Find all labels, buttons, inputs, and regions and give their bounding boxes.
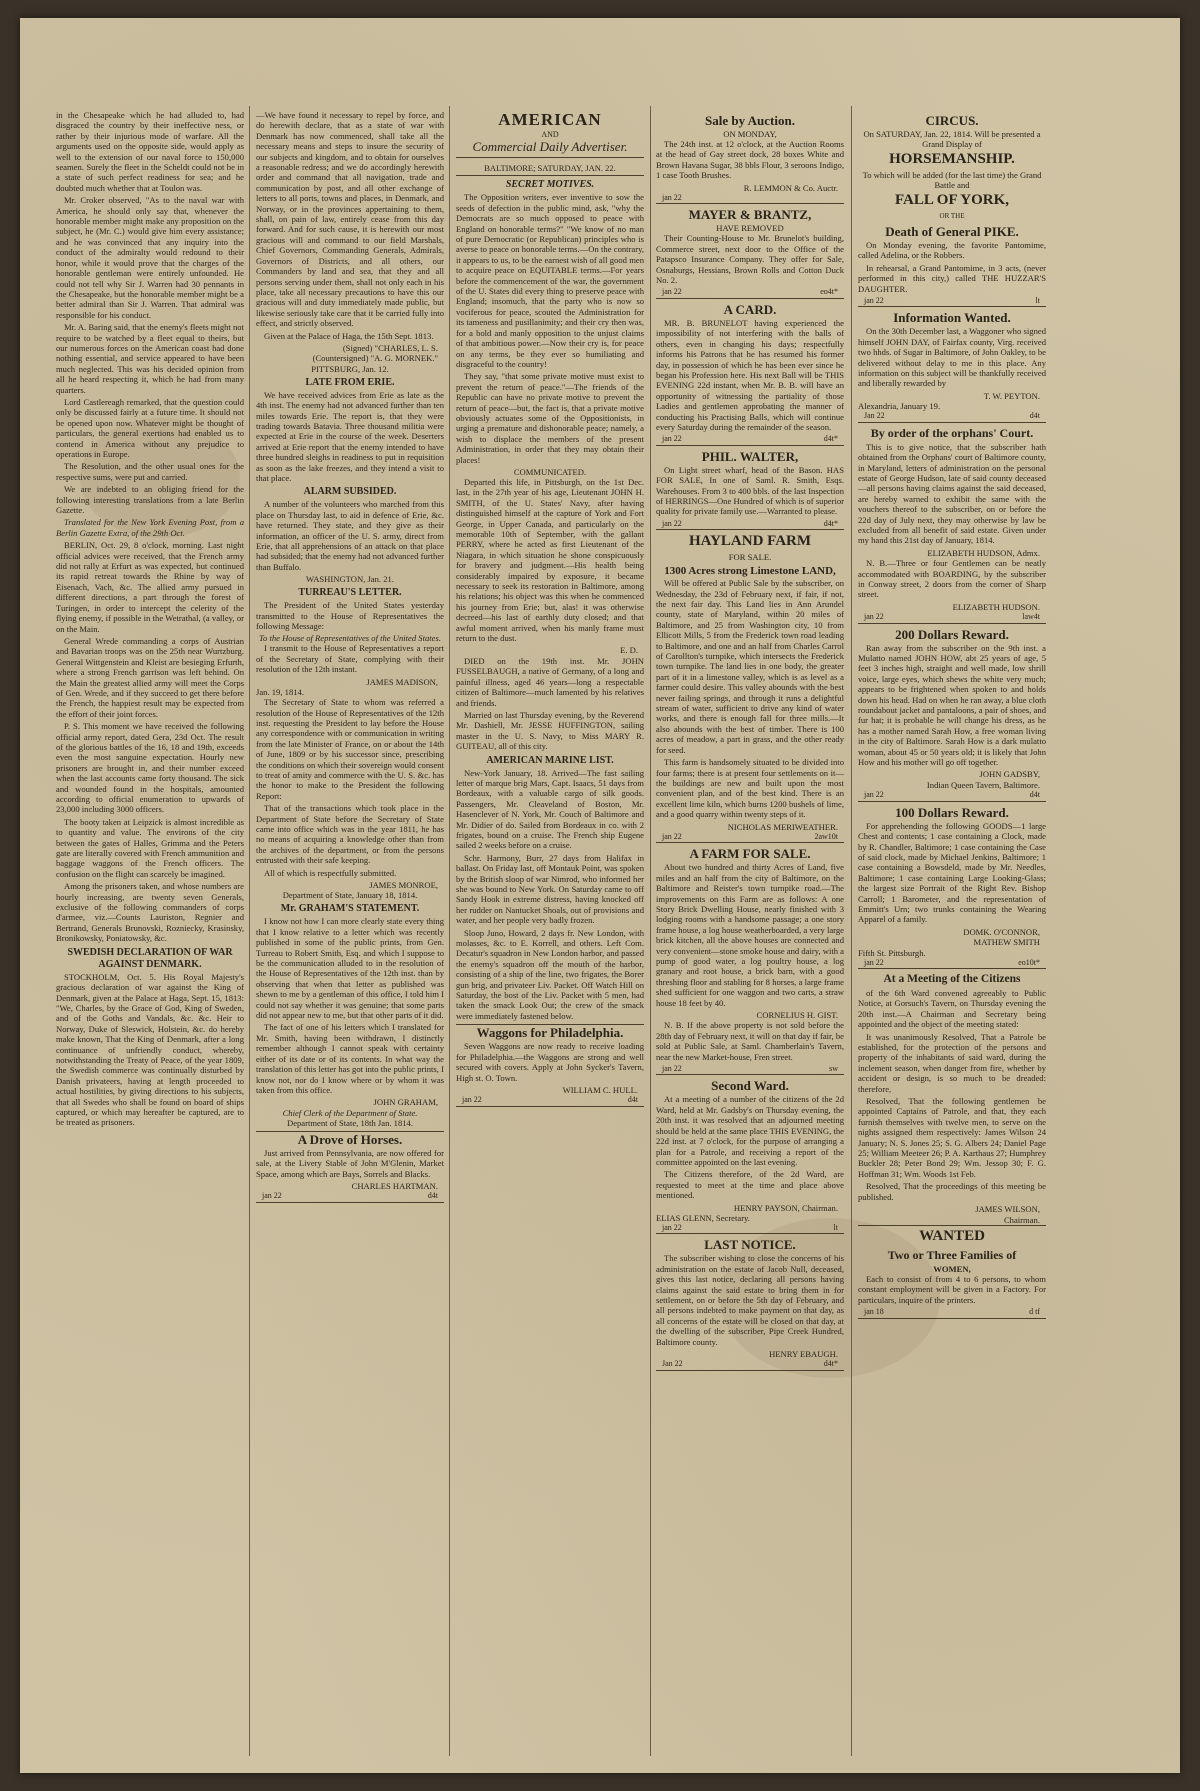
paragraph: I transmit to the House of Representatives a report of the Secretary of State, complying with their resolution of the 12th instant.	[256, 643, 444, 675]
signature: JOHN GRAHAM,	[373, 1097, 438, 1108]
paragraph: Will be offered at Public Sale by the subscriber, on Wednesday, the 23d of February next, if fair, if not, the next fair day. This Land lies in Ann Arundel county, state of Maryland, within 20 miles of Baltimore, and 25 from Washington city, 10 from Ellicott Mills, 5 from the Frederick town road leading to Baltimore, and one and an half from Charles Carrol of Carollton's turnpike, which intersects the Frederick town turnpike. The land lies in one body, the greater part of it in a limestone valley, which is as level as a farmer could desire. This valley abounds with the best never failing springs, and through it runs a delightful stream of water, sufficient to drive any kind of water works, and there is enough fall for three mills.—It also abounds with the best of timber. There is 100 acres of meadow, a part in grass, and the other ready for seed.	[656, 578, 844, 755]
article-heading: Mr. GRAHAM'S STATEMENT.	[280, 903, 420, 915]
ad-heading: Sale by Auction.	[705, 113, 795, 128]
paragraph: Lord Castlereagh remarked, that the question could only be discussed fairly at a future time. It should not be opened upon now. Whatever might be thought of particulars, the general exertions had enabled us to contend in America without any prejudice to operations in Europe.	[56, 396, 244, 459]
address-line: To the House of Representatives of the United States.	[259, 633, 441, 644]
ad-heading: CIRCUS.	[925, 113, 979, 128]
ad-date: jan 22	[662, 434, 682, 444]
ad-heading: A FARM FOR SALE.	[689, 846, 811, 862]
signature: E. D.	[620, 645, 638, 656]
paragraph: We are indebted to an obliging friend for the following interesting translations from a late Berlin Gazette.	[56, 484, 244, 516]
ad-line: On SATURDAY, Jan. 22, 1814. Will be presented a Grand Display of	[863, 129, 1041, 149]
paragraph: For apprehending the following GOODS—1 large Chest and contents; 1 case containing a Clock, made by R. Chandler, Baltimore; 1 case containing the Case of said clock, made by Michael Jenkins, Baltimore; 1 case containing a Bowsdeld, made by Mr. Needles, Baltimore; 1 case containing Large Looking-Glass; the largest size Portrait of the Right Rev. Bishop Carroll; 1 Barometer, and the representation of Emmitt's Urn; two trunks containing the Wearing Apparel of a family.	[858, 820, 1046, 925]
issue-dateline: BALTIMORE; SATURDAY, JAN. 22.	[456, 161, 644, 176]
ad-footer	[456, 1095, 644, 1106]
article-heading: ALARM SUBSIDED.	[303, 486, 397, 498]
paragraph: Mr. A. Baring said, that the enemy's fleets might not require to be watched by a fleet equal to theirs, but our numerous forces on the American coast had done nothing essential, and service appeared to have been much neglected. This was his decided opinion from all he heard respecting it, which he had from many quarters.	[56, 322, 244, 395]
paragraph: Ran away from the subscriber on the 9th inst. a Mulatto named JOHN HOW, abt 25 years of age, 5 feet 3 inches high, straight and well made, low shrill voice, large eyes, which shews the white very much; appears to be frightened when spoken to and holds down his head. Had on when he ran away, a blue cloth roundabout jacket and pantaloons, a pair of shoes, and fur hat; it is probable he will change his dress, as he has a mother named Sarah How, a free woman living in the city of Baltimore. Sarah How is a dark mulatto woman, about 45 or 50 years old; it is likely that John How and his mother will go off together.	[858, 642, 1046, 768]
paragraph: The Citizens therefore, of the 2d Ward, are requested to meet at the time and place above mentioned.	[656, 1169, 844, 1201]
column-rule	[650, 106, 651, 1756]
ad-footer	[858, 958, 1046, 969]
ad-heading: MAYER & BRANTZ,	[688, 207, 812, 223]
column-1	[56, 110, 244, 1755]
paragraph: On Light street wharf, head of the Bason. HAS FOR SALE, In one of Saml. R. Smith, Esqs. Warehouses. From 3 to 400 bbls. of the last Inspection of HERRINGS—One Hundred of which is of superior quality for private family use.—Warranted to please.	[656, 464, 844, 517]
ad-subheading: FOR SALE.	[728, 552, 772, 563]
paragraph: Schr. Harmony, Burr, 27 days from Halifax in ballast. On Friday last, off Montauk Point, was spoken by the British sloop of war Nimrod, who informed her she was bound to New York. On Saturday came to off Sandy Hook in extreme distress, having knocked off her rudder on Nantucket Shoals, out of provisions and water, and her people very badly frozen.	[456, 852, 644, 926]
paragraph: They say, "that some private motive must exist to prevent the return of peace."—The friends of the Republic can have no private motive to prevent the return of peace—but, the fact is, that a private motive obviously actuates some of the Oppositionists, in urging a premature and dishonorable peace; namely, a wish to displace the members of the present Administration, in order that they may obtain their places!	[456, 371, 644, 465]
ad-date: jan 22	[864, 612, 884, 622]
paragraph: Translated for the New York Evening Post, from a Berlin Gazette Extra, of the 29th Oct.	[56, 517, 244, 538]
ad-heading: 100 Dollars Reward.	[895, 804, 1009, 820]
ad-date: jan 22	[662, 287, 682, 297]
signature: Indian Queen Tavern, Baltimore.	[926, 779, 1040, 790]
paragraph: The Resolution, and the other usual ones for the respective sums, were put and carried.	[56, 461, 244, 482]
signature: DOMK. O'CONNOR,	[963, 926, 1040, 937]
ad-date: jan 22	[662, 831, 682, 841]
paragraph: The subscriber wishing to close the concerns of his administration on the estate of Jacob Null, deceased, gives this last notice, declaring all persons having claims against the said estate to bring them in for settlement, on or before the 5th day of February, and all persons indebted to make payment on that day, as all concerns of the estate will be closed on that day, at the dwelling of the subscriber, Pipe Creek Hundred, Baltimore county.	[656, 1253, 844, 1347]
dateline: WASHINGTON, Jan. 21.	[306, 574, 394, 585]
signature-title: Chief Clerk of the Department of State.	[282, 1107, 418, 1118]
ad-line: To which will be added (for the last time) the Grand Battle and	[862, 170, 1042, 190]
ad-heading: Waggons for Philadelphia.	[456, 1024, 644, 1040]
masthead-subtitle: Commercial Daily Advertiser.	[472, 139, 628, 154]
column-rule	[851, 106, 852, 1756]
paragraph: General Wrede commanding a corps of Austrian and Bavarian troops was on the 25th near Wurtzburg. General Wittgenstein and Kleist are besieging Erfurth, where a strong French garrison was left behind. On the Main the greatest allied army will meet the Corps of Gen. Wrede, and if they succeed to get there before the French, the happiest result may be expected from the effort of their joint forces.	[56, 635, 244, 719]
ad-date: jan 18	[864, 1307, 884, 1317]
ad-code: d4t	[627, 1095, 638, 1105]
paragraph: Sloop Juno, Howard, 2 days fr. New London, with molasses, &c. to E. Korrell, and others. Left Com. Decatur's squadron in New London harbor, and passed the enemy's squadron off the mouth of the harbor, consisting of a ship of the line, two frigates, the Borer gun brig, and privateer Liv. Packet. Off Watch Hill on Saturday, the bost of the Liv. Packet with 5 men, had taken the smack Look Out; the crew of the smack were immediately fastened below.	[456, 927, 644, 1021]
ad-code: law4t	[1022, 612, 1040, 622]
ad-footer	[656, 519, 844, 530]
paragraph: Just arrived from Pennsylvania, are now offered for sale, at the Livery Stable of John M'Glenin, Market Space, among which are Bays, Sorrels and Blacks.	[256, 1147, 444, 1179]
ad-heading: PHIL. WALTER,	[701, 448, 799, 464]
ad-footer	[858, 1307, 1046, 1318]
ad-code: d4t*	[823, 434, 838, 444]
signature: ELIZABETH HUDSON, Admx.	[927, 547, 1040, 558]
ad-heading: Death of General PIKE.	[885, 224, 1019, 239]
paragraph: Married on last Thursday evening, by the Reverend Mr. Dashiell, Mr. JESSE HUFFINGTON, sailing master in the U. S. Navy, to Miss MARY R. GUITEAU, all of this city.	[456, 709, 644, 752]
ad-footer	[656, 287, 844, 298]
ad-footer	[858, 411, 1046, 422]
ad-date: jan 22	[662, 1222, 682, 1232]
article-heading: TURREAU'S LETTER.	[298, 587, 402, 599]
ad-heading: A Drove of Horses.	[256, 1131, 444, 1147]
paragraph: Among the prisoners taken, and whose numbers are hourly increasing, are twenty seven Generals, exclusive of the following commanders of corps d'armee, viz.—Counts Lauriston, Regnier and Bertrand, Generals Brunovski, Rozniecky, Krasinsky, Bronikowsky, Poniatowsky, &c.	[56, 881, 244, 944]
ad-heading: LAST NOTICE.	[704, 1237, 796, 1253]
article-heading: LATE FROM ERIE.	[305, 376, 395, 388]
paragraph: On the 30th December last, a Waggoner who signed himself JOHN DAY, of Fairfax county, Virg. received two hhds. of Sugar in Baltimore, of John Oakley, to be delivered without delay to me in this place. Any information on this subject will be thankfully received and liberally rewarded by	[858, 326, 1046, 389]
paragraph: Departed this life, in Pittsburgh, on the 1st Dec. last, in the 27th year of his age, Lieutenant JOHN H. SMITH, of the U. States' Navy, after having distinguished himself at the capture of York and Fort George, in Upper Canada, and particularly on the memorable 10th of September, with the gallant PERRY, where he acted as first Lieutenant of the Niagara, in which situation he shone conspicuously for bravery and judgment.—His health being considerably impaired by exposure, it became necessary to seek its restoration in Baltimore, among his relations; his object was this when he commenced his journey from Erie; but, alas! it was otherwise decreed—his last of earthly duty closed; and that awful moment arrived, when his manly frame must return to the dust.	[456, 476, 644, 644]
column-3	[456, 110, 644, 1755]
signature: ELIAS GLENN, Secretary.	[656, 1212, 750, 1223]
ad-code: lt	[833, 1222, 838, 1232]
newspaper-page	[20, 18, 1180, 1773]
ad-date: Jan 22	[662, 1359, 683, 1369]
ad-footer	[656, 1359, 844, 1370]
column-rule	[249, 106, 250, 1756]
paragraph: STOCKHOLM, Oct. 5. His Royal Majesty's gracious declaration of war against the King of Denmark, given at the Palace at Haga, Sept. 15, 1813: "We, Charles, by the Grace of God, King of Sweden, and of the Goths and Vandals, &c. &c. Heir to Norway, Duke of Sleswick, Holstein, &c. do hereby make known, That the King of Denmark, after a long continuance of unfriendly conduct, whereby, notwithstanding the Treaty of Peace, of the year 1809, the Swedish commerce was continually disturbed by Danish privateers, having at length proceeded to actual hostilities, by giving directions to his subjects, that all Swedes who shall be found on board of ships captured, or which may hereafter be captured, are to be treated as prisoners.	[56, 971, 244, 1128]
ad-footer	[656, 434, 844, 445]
ad-code: d4t*	[823, 1359, 838, 1369]
signature-title: Chairman.	[858, 1215, 1046, 1226]
ad-footer	[858, 612, 1046, 623]
signature: JOHN GADSBY,	[979, 769, 1040, 780]
ad-date: jan 22	[662, 193, 682, 203]
address-line: Fifth St. Pittsburgh.	[858, 947, 926, 958]
ad-subheading: ON MONDAY,	[723, 129, 777, 139]
ad-footer	[656, 1223, 844, 1234]
dateline: PITTSBURG, Jan. 12.	[311, 363, 389, 374]
paragraph: in the Chesapeake which he had alluded to, had disgraced the country by their ineffective ness, or rather by their injurious mode of warfare. All the arguments used on the opposite side, would apply as well to the extension of our naval force to 150,000 seamen. Surely the fleet in the Scheldt could not be in a state of such perfect readiness for sea; and he doubted much whether that at Toulon was.	[56, 110, 244, 193]
ad-date: jan 22	[662, 1064, 682, 1074]
date: Department of State, January 18, 1814.	[282, 890, 418, 901]
column-5	[858, 110, 1046, 1755]
date: Alexandria, January 19.	[858, 401, 941, 412]
signature: CORNELIUS H. GIST.	[756, 1010, 838, 1021]
paragraph: In rehearsal, a Grand Pantomime, in 3 acts, (never performed in this city,) called THE HUZZAR'S DAUGHTER.	[858, 262, 1046, 294]
paragraph: —We have found it necessary to repel by force, and do herewith declare, that as a state of war with Denmark has now commenced, shall take all the necessary means and steps to insure the security of our subjects and kingdom, and to obtain for ourselves a reasonable redress; and we do accordingly herewith order and command that all navigation, trade and communication by post, and all other exchange of letters to all ports, towns and places, in Denmark, and Norway, or in the provinces appertaining to them, shall, on pain of law, entirely cease from this day forward. And for such cause, it is herewith our most gracious will and command to our field Marshals, Chief Governors, Commanding Generals, Admirals, Governors of Districts, and all others, our Commanders by land and sea, that they and all persons serving under them, shall not only each in his place, take all necessary precautions to have this our gracious will and duty immediately made public, but likewise seriously take care that it be carried fully into effect, and strictly observed.	[256, 110, 444, 329]
paragraph: A number of the volunteers who marched from this place on Thursday last, to aid in defence of Erie, &c. have returned. They state, and they give as their information, an officer of the U. S. army, direct from Erie, that all apprehensions of an attack on that place had subsided; that the enemy had not advanced further than Buffalo.	[256, 499, 444, 572]
paragraph: DIED on the 19th inst. Mr. JOHN FUSSELBAUGH, a native of Germany, of a long and painful illness, aged 46 years—long a respectable citizen of Baltimore—much lamented by his relatives and friends.	[456, 655, 644, 708]
paragraph: Resolved, That the following gentlemen be appointed Captains of Patrole, and that, they each furnish themselves with twelve men, to serve on the nights assigned them respectively: James Wilson 24 January; N. S. Jones 25; S. G. Albers 24; Daniel Page 25; William Meeteer 26; P. A. Karthaus 27; Humphrey Buckler 28; Peter Bond 29; Wm. Jessop 30; F. G. Hoffman 31; Wm. Woods 1st Feb.	[858, 1096, 1046, 1179]
ad-heading: By order of the orphans' Court.	[870, 425, 1034, 440]
paragraph: That of the transactions which took place in the Department of State before the Secretary of State came into office which was in the year 1811, he has no means of acquiring a knowledge other than from the archives of the department, or from the persons entrusted with their safe keeping.	[256, 803, 444, 866]
paragraph: N. B.—Three or four Gentlemen can be neatly accommodated with BOARDING, by the subscriber in Conway street, 2 doors from the corner of Sharp street.	[858, 558, 1046, 600]
ad-date: jan 22	[864, 296, 884, 306]
ad-subheading: WOMEN,	[933, 1263, 971, 1274]
article-heading: SECRET MOTIVES.	[505, 179, 595, 191]
ad-code: d4t	[1029, 790, 1040, 800]
ad-heading: HAYLAND FARM	[688, 533, 812, 550]
ad-heading: Information Wanted.	[893, 310, 1011, 326]
paragraph: This is to give notice, that the subscriber hath obtained from the Orphans' court of Baltimore county, in Maryland, letters of administration on the personal estate of George Hudson, late of said county deceased—all persons having claims against the said deceased, are hereby warned to exhibit the same with the vouchers thereof to the subscriber, on or before the 22d day of July next, they may otherwise by law be excluded from all benefit of said estate. Given under my hand this 21st day of January, 1814.	[858, 441, 1046, 546]
section-label: COMMUNICATED.	[513, 466, 587, 477]
paragraph: Their Counting-House to Mr. Brunelot's building, Commerce street, next door to the Office of the Patapsco Insurance Company. They offer for Sale, Osnaburgs, Hessians, Brown Rolls and Cotton Duck No. 2.	[656, 233, 844, 286]
ad-heading: HORSEMANSHIP.	[889, 151, 1015, 167]
paragraph: New-York January, 18. Arrived—The fast sailing letter of marque brig Mars, Capt. Isaacs, 51 days from Bordeaux, with a valuable cargo of silk goods. Passengers, Mr. Cleaveland of Boston, Mr. Hasenclever of N. York, Mr. Couch of Baltimore and Mr. Didier of do. Sailed from Bordeaux in co. with 2 frigates, bound on a cruise. The French ship Eugene sailed 2 weeks before on a cruise.	[456, 767, 644, 851]
paragraph: Each to consist of from 4 to 6 persons, to whom constant employment will be given in a Factory. For particulars, inquire of the printers.	[858, 1273, 1046, 1305]
ad-footer	[858, 790, 1046, 801]
paragraph: Seven Waggons are now ready to receive loading for Philadelphia.—the Waggons are strong and well secured with covers. Apply at John Sycker's Tavern, High st. O. Town.	[456, 1041, 644, 1083]
ad-heading: A CARD.	[723, 301, 777, 317]
signature: WILLIAM C. HULL.	[562, 1084, 638, 1095]
paragraph: MR. B. BRUNELOT having experienced the impossibility of not interfering with the balls of others, even in changing his days; respectfully informs his Patrons that he has resumed his former day, in possession of which he has been ever since he began his Profession here. His next Ball will be THIS EVENING 22d instant, when Mr. B. B. will have an opportunity of witnessing the partiality of those Ladies and gentlemen approbating the manner of conducting his Practising Balls, which will continue every Saturday during the remainder of the season.	[656, 317, 844, 432]
date: Department of State, 18th Jan. 1814.	[286, 1117, 413, 1128]
paragraph: The Opposition writers, ever inventive to sow the seeds of defection in the public mind, ask, "why the Democrats are so much opposed to peace with England on honorable terms?" "We know of no man of pure Democratic (or Republican) principles who is averse to peace on honorable terms.—On the contrary, it appears to us, to be the earnest wish of all good men to acquire peace on EQUITABLE terms.—For years before the commencement of the war, the government of the U. States did every thing to preserve peace with England; insomuch, that the party who is now so vociferous for peace, scouted the Administration for its tameness and pusillanimity; and their cry then was, for a bold and manly opposition to the unjust claims of that ambitious power.—Now their cry is, for peace on any terms, be they ever so humiliating and disgraceful to the country!	[456, 192, 644, 369]
signature: R. LEMMON & Co. Auctr.	[743, 182, 838, 193]
ad-date: jan 22	[262, 1191, 282, 1201]
ad-heading: WANTED	[919, 1227, 985, 1244]
signature: (Signed) "CHARLES, L. S.	[342, 342, 438, 353]
ad-code: eo4t*	[820, 287, 838, 297]
ad-code: sw	[829, 1064, 838, 1074]
ad-heading-secondary: 1300 Acres strong Limestone LAND,	[664, 565, 836, 578]
signature: JAMES MADISON,	[366, 676, 438, 687]
ad-heading: Two or Three Families of	[887, 1247, 1017, 1262]
paragraph: Mr. Croker observed, "As to the naval war with America, he should only say that, whenever the honorable member might make any proposition on the subject, he (Mr. C.) would give him every assistance; and he was convinced that any inquiry into the conduct of the admiralty would redound to their honor, while it would prove that the charges of the honorable gentleman were entirely unfounded. He could not tell why Sir J. Warren had 30 pennants in the Chesapeake, but the honorable member might be a better admiral than Sir J. Warren. That admiral was responsible for his conduct.	[56, 195, 244, 320]
article-heading: AMERICAN MARINE LIST.	[486, 754, 614, 766]
paragraph: The 24th inst. at 12 o'clock, at the Auction Rooms at the head of Gay street dock, 28 boxes White and Brown Havana Sugar, 38 bbls Flour, 3 seroons Indigo, 1 case Tooth Brushes.	[656, 139, 844, 181]
signature: NICHOLAS MERIWEATHER.	[727, 821, 838, 832]
signature: HENRY PAYSON, Chairman.	[733, 1202, 838, 1213]
ad-footer	[656, 1064, 844, 1075]
paragraph: About two hundred and thirty Acres of Land, five miles and an half from the city of Baltimore, on the Baltimore and Reister's town turnpike road.—The improvements on this Farm are as follows: A one Story Brick Dwelling House, nearly finished with 3 lodging rooms with a handsome passage; a one story frame house, a log house weatherboarded, a very large brick kitchen, all the above houses are connected and very convenient—stone smoke house and dairy, with a pump of good water, a log poultry house, a log granary and root house, a brick barn, with a good threshing floor and stabling for 8 horses, a large frame shed sufficient for one waggon and two carts, a straw house 18 feet by 40.	[656, 862, 844, 1008]
ad-code: d4t*	[823, 518, 838, 528]
ad-subheading: HAVE REMOVED	[716, 223, 784, 234]
signature: (Countersigned) "A. G. MORNEK."	[312, 353, 438, 364]
masthead	[456, 110, 644, 158]
paragraph: All of which is respectfully submitted.	[264, 867, 397, 878]
paragraph: Resolved, That the proceedings of this meeting be published.	[858, 1181, 1046, 1202]
column-4	[656, 110, 844, 1755]
ad-footer	[656, 193, 844, 204]
ad-date: Jan 22	[864, 411, 885, 421]
paragraph: The fact of one of his letters which I translated for Mr. Smith, having been withdrawn, I distinctly remember although I cannot speak with certainty either of its date or of its contents. In what way the translation of this letter has got into the public prints, I know not, nor do I know where or by whom it was taken from this office.	[256, 1022, 444, 1095]
ad-code: 2aw10t	[814, 831, 838, 841]
signature: HENRY EBAUGH.	[769, 1349, 838, 1359]
paragraph: We have received advices from Erie as late as the 4th inst. The enemy had not advanced further than ten miles towards Erie. The report is, that they were trading towards Batavia. Three thousand militia were expected at Erie in the course of the week. Deserters arrived at Erie report that the enemy intended to have three hundred sleighs in readiness to put in requisition as soon as the lake freezes, and they intend a visit to that place.	[256, 389, 444, 483]
masthead-and: AND	[541, 130, 559, 139]
column-rule	[449, 106, 450, 1756]
paragraph: It was unanimously Resolved, That a Patrole be established, for the protection of the persons and property of the inhabitants of said ward, during the inclement season, when danger from fire, whether by accident or design, is so much to be dreaded: therefore,	[858, 1031, 1046, 1094]
signature: MATHEW SMITH	[973, 937, 1040, 948]
paragraph: The Secretary of State to whom was referred a resolution of the House of Representatives of the 12th inst. requesting the President to lay before the House any correspondence with or communication in writing from the late Minister of France, on or about the 14th of June, 1809 or by his successor since, prescribing the conditions on which their sovereign would consent to treat of amity and commerce with the U. S. &c. has the honor to make to the President the following Report:	[256, 697, 444, 801]
ad-footer	[256, 1191, 444, 1202]
date: Jan. 19, 1814.	[256, 687, 304, 698]
ad-date: jan 22	[864, 957, 884, 967]
paragraph: The booty taken at Leipzick is almost incredible as to quantity and value. The environs of the city between the gates of Halles, Grimma and the Peters gate are literally covered with French ammunition and baggage waggons of the French officers. The confusion on the flight can scarcely be imagined.	[56, 816, 244, 879]
ad-heading: At a Meeting of the Citizens	[883, 972, 1021, 985]
masthead-title: AMERICAN	[498, 110, 602, 129]
paragraph: Given at the Palace of Haga, the 15th Sept. 1813.	[264, 330, 434, 341]
paragraph: P. S. This moment we have received the following official army report, dated Gera, 23d Oct. The result of the glorious battles of the 16, 18 and 19th, exceeds even the most sanguine expectation. Hourly new prisoners are brought in, and their number exceed when the last accounts came forty thousand. The sick and wounded found in the hospitals, amounted according to official enumeration to upwards of 23,000 including 3000 officers.	[56, 721, 244, 815]
ad-code: d tf	[1029, 1307, 1040, 1317]
ad-code: lt	[1035, 296, 1040, 306]
ad-footer	[858, 296, 1046, 307]
paragraph: On Monday evening, the favorite Pantomime, called Adelina, or the Robbers.	[858, 240, 1046, 261]
ad-date: jan 22	[864, 790, 884, 800]
ad-date: jan 22	[662, 518, 682, 528]
ad-heading: FALL OF YORK,	[894, 192, 1010, 208]
ad-line: OR THE	[939, 212, 965, 220]
paragraph: This farm is handsomely situated to be divided into four farms; there is at present four settlements on it—the buildings are new and built upon the most convenient plan, and of the best kind. There is an excellent lime kiln, which burns 1200 bushels of lime, and a good quarry within twenty steps of it.	[656, 757, 844, 820]
ad-code: eo10t*	[1018, 957, 1040, 967]
ad-heading: 200 Dollars Reward.	[895, 626, 1009, 642]
paragraph: At a meeting of a number of the citizens of the 2d Ward, held at Mr. Gadsby's on Thursday evening, the 20th inst. it was resolved that an adjourned meeting should be held at the same place THIS EVENING, the 22d inst. at 7 o'clock, for the purpose of arranging a plan for a Patrole, and receiving a report of the committee appointed on the last evening.	[656, 1094, 844, 1167]
paragraph: of the 6th Ward convened agreeably to Public Notice, at Gorsuch's Tavern, on Thursday evening the 20th inst.—A Chairman and Secretary being appointed and the object of the meeting stated:	[858, 987, 1046, 1030]
signature: CHARLES HARTMAN.	[351, 1180, 438, 1191]
signature: JAMES MONROE,	[369, 880, 438, 890]
signature: ELIZABETH HUDSON.	[952, 601, 1040, 612]
paragraph: The President of the United States yesterday transmitted to the House of Representatives the following Message:	[256, 600, 444, 632]
ad-date: jan 22	[462, 1095, 482, 1105]
ad-footer	[656, 832, 844, 843]
ad-code: d4t	[427, 1191, 438, 1201]
column-2	[256, 110, 444, 1755]
ad-code: d4t	[1029, 411, 1040, 421]
paragraph: BERLIN, Oct. 29, 8 o'clock, morning. Last night official advices were received, that the French army did not rally at Erfurt as was expected, but continued its rapid retreat towards the Rhine by way of Eisenach, Vach, &c. The allied army pursued in different directions, a part through the forest of Turingen, in order to intercept the celerity of the flying enemy, if possible in the Wetrathal, (a valley, or on the Main.	[56, 540, 244, 634]
signature: T. W. PEYTON.	[983, 390, 1040, 401]
ad-heading: Second Ward.	[711, 1078, 789, 1094]
signature: JAMES WILSON,	[975, 1204, 1040, 1215]
article-heading: SWEDISH DECLARATION OF WAR AGAINST DENMARK.	[67, 946, 233, 970]
paragraph: N. B. If the above property is not sold before the 28th day of February next, it will on that day if fair, be sold at Public Sale, at Saml. Chamberlain's Tavern, near the new Market-house, Fren street.	[656, 1020, 844, 1062]
paragraph: I know not how I can more clearly state every thing that I know relative to a letter which was recently published in some of the public prints, from Gen. Turreau to Robert Smith, Esq. and which I suppose to be the communication alluded to in the resolution of the House of Representatives of the 12th inst. than by observing that when that letter as published was shewn to me by a gentleman of this office, I told him I could not say whether it was genuine; that some parts did not appear new to me, but that other parts of it did.	[256, 916, 444, 1021]
